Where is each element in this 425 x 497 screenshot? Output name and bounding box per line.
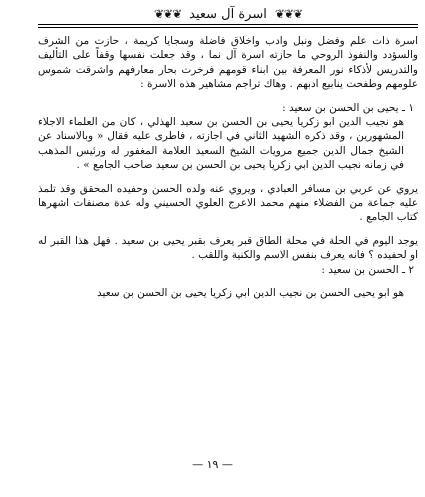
section-2-heading: ٢ ـ الحسن بن سعيد : <box>321 263 414 276</box>
page-header <box>38 4 418 24</box>
ornament-left: ❦❦❦ <box>153 7 182 21</box>
ornament-right: ❦❦❦ <box>274 7 303 21</box>
page-number: — ١٩ — <box>192 458 233 471</box>
section-2-paragraph-1: هو ابو يحيى الحسن بن نجيب الدين ابي زكريا يحيى بن الحسن بن سعيد <box>97 287 404 300</box>
header-rule-top <box>38 24 418 25</box>
section-1-paragraph-2: يروي عن عربي بن مسافر العبادي ، ويروي عنه ولده الحسن وحفيده المحقق وقد تلمذ عليه جماعة من الفضلاء منهم محمد الاعرج العلوي الحسيني وله عدة مصنفات اشهرها كتاب الجامع . <box>38 182 418 224</box>
header-title: اسرة آل سعيد <box>189 6 267 22</box>
intro-paragraph: اسرة ذات علم وفضل ونبل وادب واخلاق فاضلة وسجايا كريمة ، حازت من الشرف والسؤدد والنفوذ الروحي ما حازته اسرة آل نما ، وقد جعلت نفسها وقفاً على التأليف والتدريس لأذكاء نور المعرفة بين ابناء قومهم فرخرت بحار معارفهم واشرقت شموس علومهم وطفحت ينابيع ادبهم . وهاك تراجم مشاهير هذه الاسرة : <box>38 35 418 91</box>
section-1-paragraph-1: هو نجيب الدين ابو زكريا يحيى بن الحسن بن سعيد الهذلي ، كان من العلماء الاجلاء المشهورين ، وقد ذكره الشهيد الثاني في اجازته ، فاطرى عليه فقال « وبالاسناد عن الشيخ جمال الدين جميع مرويات الشيخ السعيد العلامة المغفور له ورئيس المذهب في زمانه نجيب الدين ابي زكريا يحيى بن الحسن بن سعيد صاحب الجامع » . <box>38 116 404 172</box>
section-1-paragraph-3: يوجد اليوم في الحلة في محلة الطاق قبر يعرف بقبر يحيى بن سعيد . فهل هذا القبر له او لحفيده ؟ فانه يعرف بنفس الاسم والكنية واللقب . <box>38 234 418 262</box>
page-body <box>38 34 418 301</box>
header-rule-bottom <box>38 27 418 28</box>
section-1-heading: ١ ـ يحيى بن الحسن بن سعيد : <box>282 101 414 114</box>
